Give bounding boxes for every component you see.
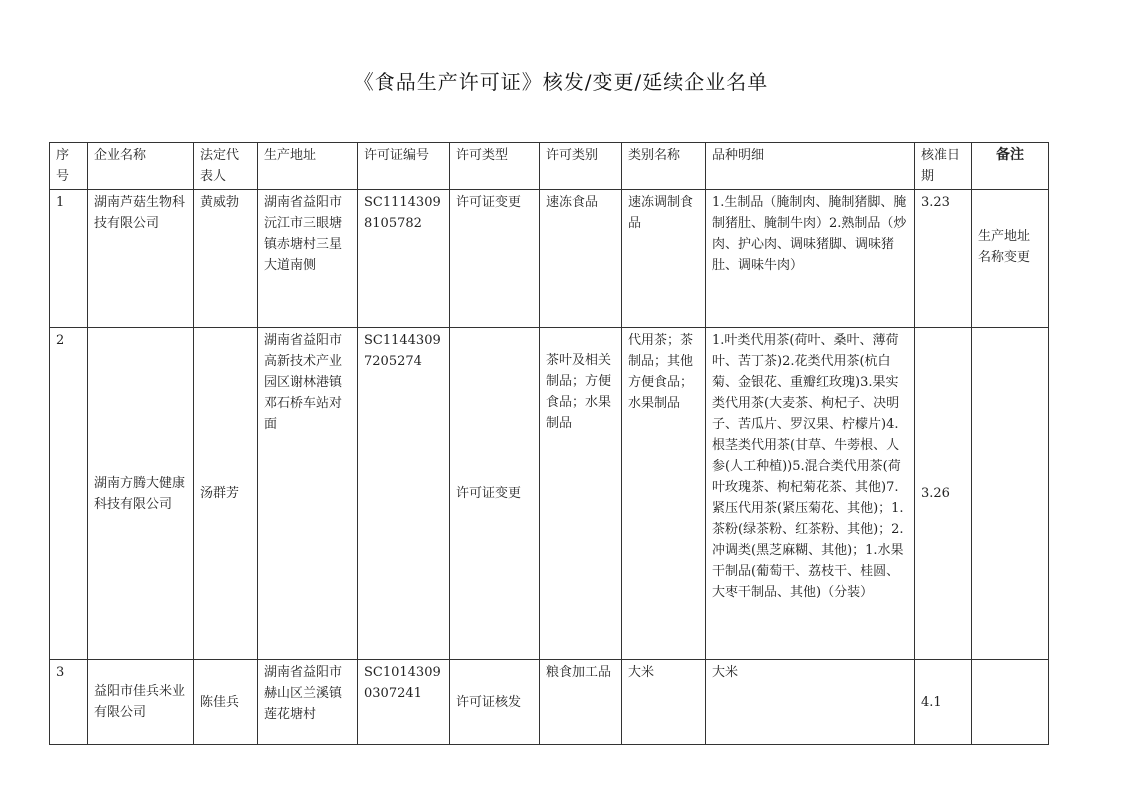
cell-seq: 1 [50, 190, 88, 328]
cell-category: 粮食加工品 [540, 660, 622, 745]
cell-license-no: SC10143090307241 [358, 660, 450, 745]
cell-item-details: 1.叶类代用茶(荷叶、桑叶、薄荷叶、苦丁茶)2.花类代用茶(杭白菊、金银花、重瓣红玫瑰)3.果实类代用茶(大麦茶、枸杞子、决明子、苦瓜片、罗汉果、柠檬片)4.根茎类代用茶(甘草、牛蒡根、人参(人工种植))5.混合类代用茶(荷叶玫瑰茶、枸杞菊花茶、其他)7.紧压代用茶(紧压菊花、其他)；1.茶粉(绿茶粉、红茶粉、其他)；2.冲调类(黑芝麻糊、其他)；1.水果干制品(葡萄干、荔枝干、桂圆、大枣干制品、其他)（分装） [706, 328, 915, 660]
cell-license-type: 许可证核发 [450, 660, 540, 745]
cell-legal-rep: 汤群芳 [194, 328, 258, 660]
cell-seq: 2 [50, 328, 88, 660]
header-category-name: 类别名称 [622, 143, 706, 190]
table-row [50, 660, 1049, 745]
cell-remark [972, 660, 1049, 745]
header-legal-rep: 法定代表人 [194, 143, 258, 190]
cell-category-name: 大米 [622, 660, 706, 745]
license-table [49, 142, 1049, 745]
table-header-row [50, 143, 1049, 190]
header-remark: 备注 [972, 143, 1049, 190]
cell-address: 湖南省益阳市赫山区兰溪镇莲花塘村 [258, 660, 358, 745]
table-row [50, 328, 1049, 660]
cell-address: 湖南省益阳市沅江市三眼塘镇赤塘村三星大道南侧 [258, 190, 358, 328]
cell-category: 茶叶及相关制品；方便食品；水果制品 [540, 328, 622, 660]
header-approval-date: 核准日期 [915, 143, 972, 190]
cell-item-details: 1.生制品（腌制肉、腌制猪脚、腌制猪肚、腌制牛肉）2.熟制品（炒肉、护心肉、调味猪脚、调味猪肚、调味牛肉） [706, 190, 915, 328]
header-category: 许可类别 [540, 143, 622, 190]
table-row [50, 190, 1049, 328]
cell-license-no: SC11143098105782 [358, 190, 450, 328]
cell-address: 湖南省益阳市高新技术产业园区谢林港镇邓石桥车站对面 [258, 328, 358, 660]
cell-company: 湖南芦菇生物科技有限公司 [88, 190, 194, 328]
cell-seq: 3 [50, 660, 88, 745]
cell-category-name: 代用茶；茶制品；其他方便食品；水果制品 [622, 328, 706, 660]
cell-remark [972, 328, 1049, 660]
cell-license-type: 许可证变更 [450, 190, 540, 328]
page-title: 《食品生产许可证》核发/变更/延续企业名单 [353, 70, 769, 94]
cell-category-name: 速冻调制食品 [622, 190, 706, 328]
cell-company: 湖南方腾大健康科技有限公司 [88, 328, 194, 660]
header-company: 企业名称 [88, 143, 194, 190]
header-address: 生产地址 [258, 143, 358, 190]
cell-remark: 生产地址名称变更 [972, 190, 1049, 328]
header-seq: 序号 [50, 143, 88, 190]
cell-legal-rep: 黄威勃 [194, 190, 258, 328]
cell-category: 速冻食品 [540, 190, 622, 328]
header-item-details: 品种明细 [706, 143, 915, 190]
cell-approval-date: 3.26 [915, 328, 972, 660]
cell-license-no: SC11443097205274 [358, 328, 450, 660]
cell-license-type: 许可证变更 [450, 328, 540, 660]
header-license-no: 许可证编号 [358, 143, 450, 190]
cell-legal-rep: 陈佳兵 [194, 660, 258, 745]
cell-approval-date: 3.23 [915, 190, 972, 328]
cell-company: 益阳市佳兵米业有限公司 [88, 660, 194, 745]
cell-item-details: 大米 [706, 660, 915, 745]
header-license-type: 许可类型 [450, 143, 540, 190]
cell-approval-date: 4.1 [915, 660, 972, 745]
